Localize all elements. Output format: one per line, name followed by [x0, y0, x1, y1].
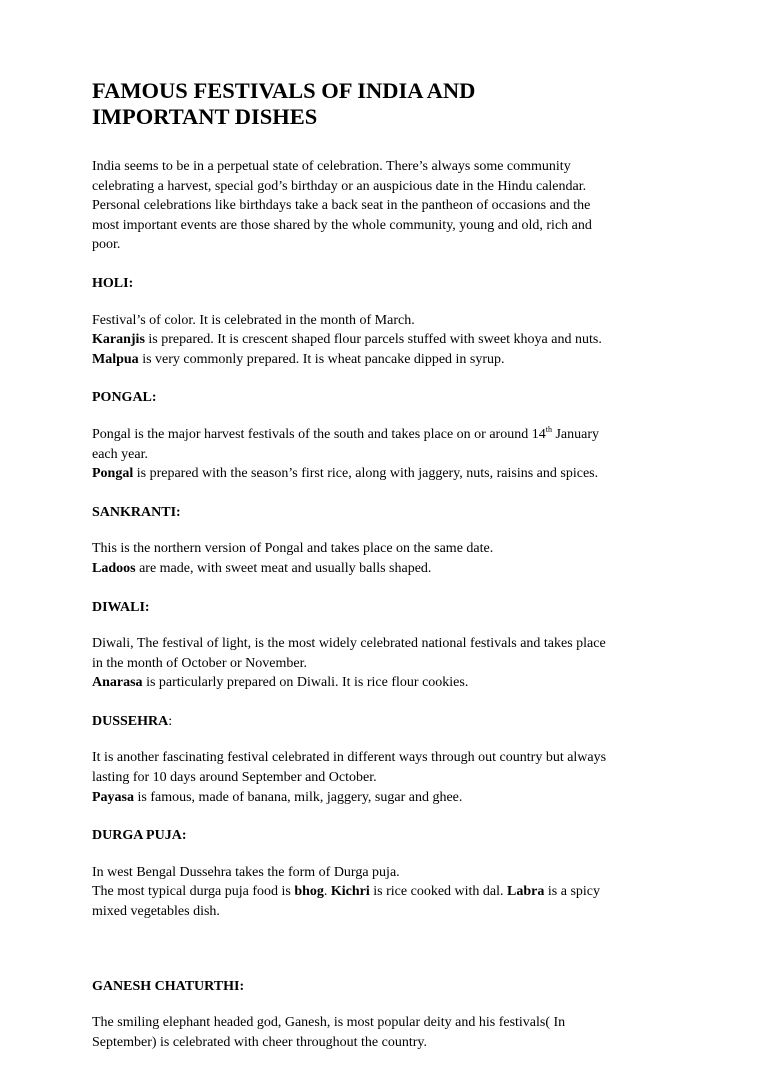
dish-name: Labra	[507, 884, 545, 900]
dish-description: are made, with sweet meat and usually balls shaped.	[135, 560, 432, 576]
document-page	[92, 78, 682, 1052]
body-line: In west Bengal Dussehra takes the form of Durga puja.	[92, 864, 400, 880]
body-line: September) is celebrated with cheer throughout the country.	[92, 1034, 427, 1050]
dish-line	[92, 559, 682, 579]
body-line: lasting for 10 days around September and October.	[92, 770, 377, 786]
body-line	[92, 425, 682, 445]
title-line: IMPORTANT DISHES	[92, 104, 318, 129]
dish-description: is particularly prepared on Diwali. It is rice flour cookies.	[142, 675, 469, 691]
body-line: The smiling elephant headed god, Ganesh, is most popular deity and his festivals( In	[92, 1015, 566, 1031]
dish-name: Karanjis	[92, 332, 145, 348]
section-heading-durga-puja: DURGA PUJA:	[92, 828, 187, 844]
intro-line: India seems to be in a perpetual state of celebration. There’s always some community	[92, 159, 571, 174]
document-title	[92, 78, 682, 130]
dish-name: Kichri	[330, 884, 370, 900]
blank-space	[92, 922, 682, 958]
dish-name: Anarasa	[92, 675, 143, 691]
body-line: in the month of October or November.	[92, 655, 308, 671]
intro-line: most important events are those shared by the whole community, young and old, rich and	[92, 217, 592, 233]
dish-line	[92, 330, 682, 350]
section-body-pongal	[92, 425, 682, 484]
intro-line: poor.	[92, 237, 121, 253]
section-body-durga-puja	[92, 863, 682, 922]
section-heading-dussehra	[92, 712, 682, 732]
section-body-ganesh-chaturthi	[92, 1013, 682, 1052]
intro-line: celebrating a harvest, special god’s birthday or an auspicious date in the Hindu calendar.	[92, 178, 587, 194]
section-heading-diwali: DIWALI:	[92, 599, 150, 615]
dish-line	[92, 788, 682, 808]
body-text: January	[551, 426, 600, 442]
dish-line	[92, 882, 682, 902]
body-line: each year.	[92, 446, 148, 462]
section-body-dussehra	[92, 748, 682, 807]
dish-line	[92, 350, 682, 370]
section-body-holi	[92, 311, 682, 370]
dish-name: bhog	[294, 884, 324, 900]
section-heading-ganesh-chaturthi: GANESH CHATURTHI:	[92, 978, 245, 994]
dish-line	[92, 464, 682, 484]
dish-name: Malpua	[92, 351, 139, 367]
dish-name: Payasa	[92, 789, 134, 805]
dish-name: Ladoos	[92, 560, 136, 576]
section-body-sankranti	[92, 539, 682, 578]
body-text: is rice cooked with dal.	[369, 884, 508, 900]
body-line: Festival’s of color. It is celebrated in the month of March.	[92, 312, 415, 328]
intro-line: Personal celebrations like birthdays take a back seat in the pantheon of occasions and the	[92, 198, 591, 214]
dish-description: is prepared. It is crescent shaped flour parcels stuffed with sweet khoya and nuts.	[144, 332, 602, 348]
dish-line	[92, 673, 682, 693]
dish-name: Pongal	[92, 466, 134, 482]
heading-colon: :	[168, 713, 173, 729]
title-line: FAMOUS FESTIVALS OF INDIA AND	[92, 78, 476, 103]
section-heading-pongal: PONGAL:	[92, 390, 157, 406]
body-line: Diwali, The festival of light, is the most widely celebrated national festivals and takes place	[92, 636, 606, 652]
intro-paragraph	[92, 157, 682, 255]
section-heading-holi: HOLI:	[92, 275, 134, 291]
dish-description: is very commonly prepared. It is wheat pancake dipped in syrup.	[138, 351, 505, 367]
body-text: The most typical durga puja food is	[92, 884, 295, 900]
section-body-diwali	[92, 634, 682, 693]
body-text: Pongal is the major harvest festivals of the south and takes place on or around 14	[92, 426, 546, 442]
body-line: This is the northern version of Pongal and takes place on the same date.	[92, 541, 494, 557]
section-heading-sankranti: SANKRANTI:	[92, 504, 181, 520]
body-line: It is another fascinating festival celebrated in different ways through out country but always	[92, 750, 607, 766]
body-text: is a spicy	[544, 884, 600, 900]
body-line: mixed vegetables dish.	[92, 904, 220, 920]
dish-description: is famous, made of banana, milk, jaggery, sugar and ghee.	[134, 789, 463, 805]
heading-text: DUSSEHRA	[92, 713, 169, 729]
dish-description: is prepared with the season’s first rice, along with jaggery, nuts, raisins and spices.	[133, 466, 599, 482]
body-text: .	[323, 884, 331, 900]
ordinal-suffix: th	[545, 424, 552, 434]
